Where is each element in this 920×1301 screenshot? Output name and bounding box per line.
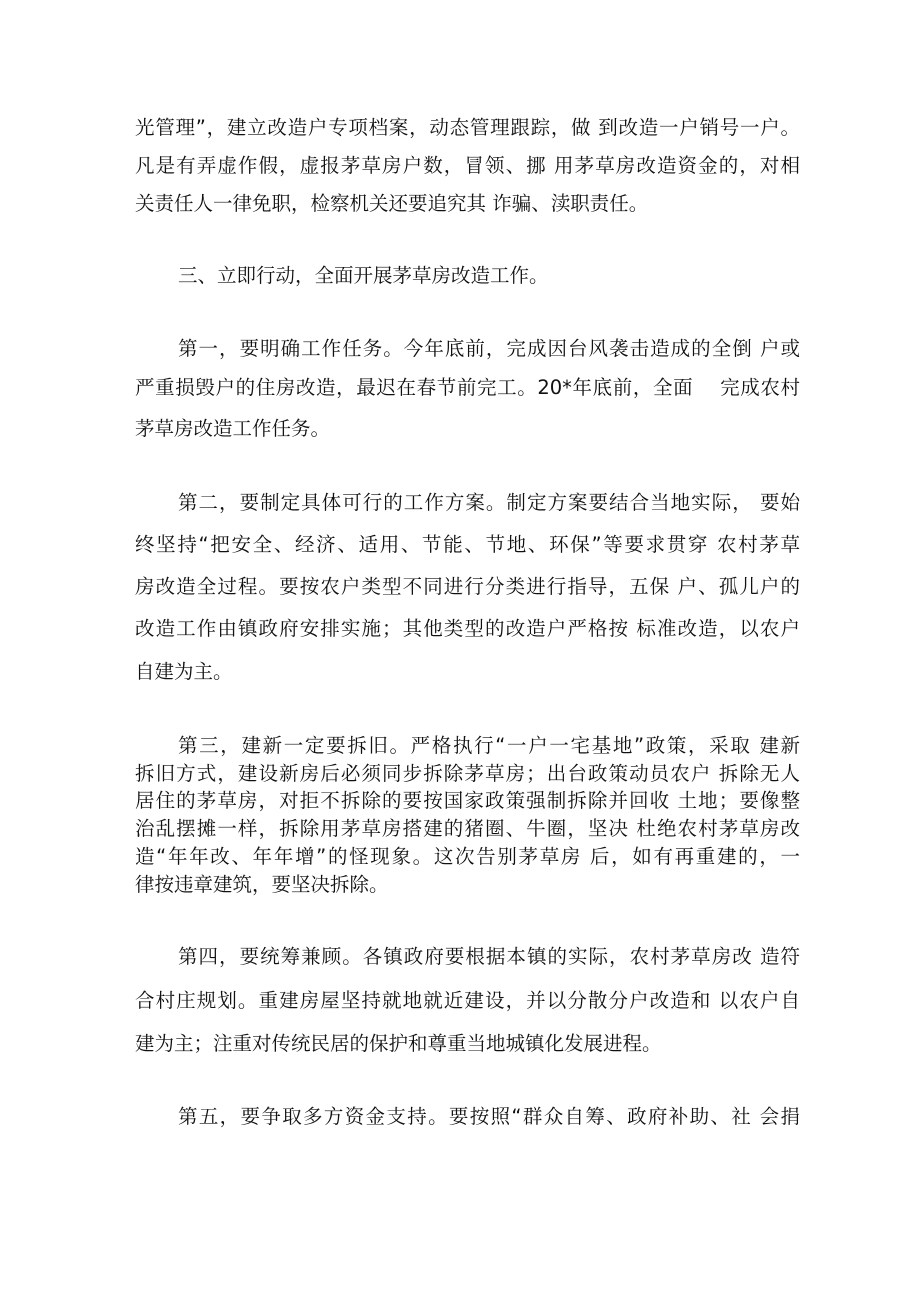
text-line: 凡是有弄虚作假，虚报茅草房户数，冒领、挪 用茅草房改造资金的，对相	[135, 154, 800, 177]
text-line: 第五，要争取多方资金支持。要按照“群众自筹、政府补助、社 会捐	[178, 1105, 800, 1128]
section-heading: 三、立即行动，全面开展茅草房改造工作。	[178, 264, 549, 287]
text-line: 房改造全过程。要按农户类型不同进行分类进行指导，五保 户、孤儿户的	[135, 575, 800, 598]
text-line: 第三，建新一定要拆旧。严格执行“一户一宅基地”政策，采取 建新	[178, 734, 800, 757]
text-line: 严重损毁户的住房改造，最迟在春节前完工。20*年底前，全面 完成农村	[135, 376, 800, 399]
text-line: 第一，要明确工作任务。今年底前，完成因台风袭击造成的全倒 户或	[178, 337, 800, 360]
text-line: 居住的茅草房，对拒不拆除的要按国家政策强制拆除并回收 土地；要像整	[135, 789, 800, 812]
text-line: 建为主；注重对传统民居的保护和尊重当地城镇化发展进程。	[135, 1032, 662, 1055]
text-line: 合村庄规划。重建房屋坚持就地就近建设，并以分散分户改造和 以农户自	[135, 989, 800, 1012]
text-line: 造“年年改、年年增”的怪现象。这次告别茅草房 后，如有再重建的，一	[135, 845, 800, 868]
text-line: 改造工作由镇政府安排实施；其他类型的改造户严格按 标准改造，以农户	[135, 617, 800, 640]
text-line: 光管理”，建立改造户专项档案，动态管理跟踪，做 到改造一户销号一户。	[135, 116, 800, 139]
text-line: 终坚持“把安全、经济、适用、节能、节地、环保”等要求贯穿 农村茅草	[135, 533, 800, 556]
text-line: 茅草房改造工作任务。	[135, 417, 331, 440]
text-line: 第二，要制定具体可行的工作方案。制定方案要结合当地实际， 要始	[178, 491, 800, 514]
text-line: 律按违章建筑，要坚决拆除。	[135, 873, 389, 896]
text-line: 治乱摆摊一样，拆除用茅草房搭建的猪圈、牛圈，坚决 杜绝农村茅草房改	[135, 817, 800, 840]
text-line: 自建为主。	[135, 660, 233, 683]
text-line: 第四，要统筹兼顾。各镇政府要根据本镇的实际，农村茅草房改 造符	[178, 945, 800, 968]
text-line: 关责任人一律免职，检察机关还要追究其 诈骗、渎职责任。	[135, 192, 649, 215]
text-line: 拆旧方式，建设新房后必须同步拆除茅草房；出台政策动员农户 拆除无人	[135, 762, 800, 785]
